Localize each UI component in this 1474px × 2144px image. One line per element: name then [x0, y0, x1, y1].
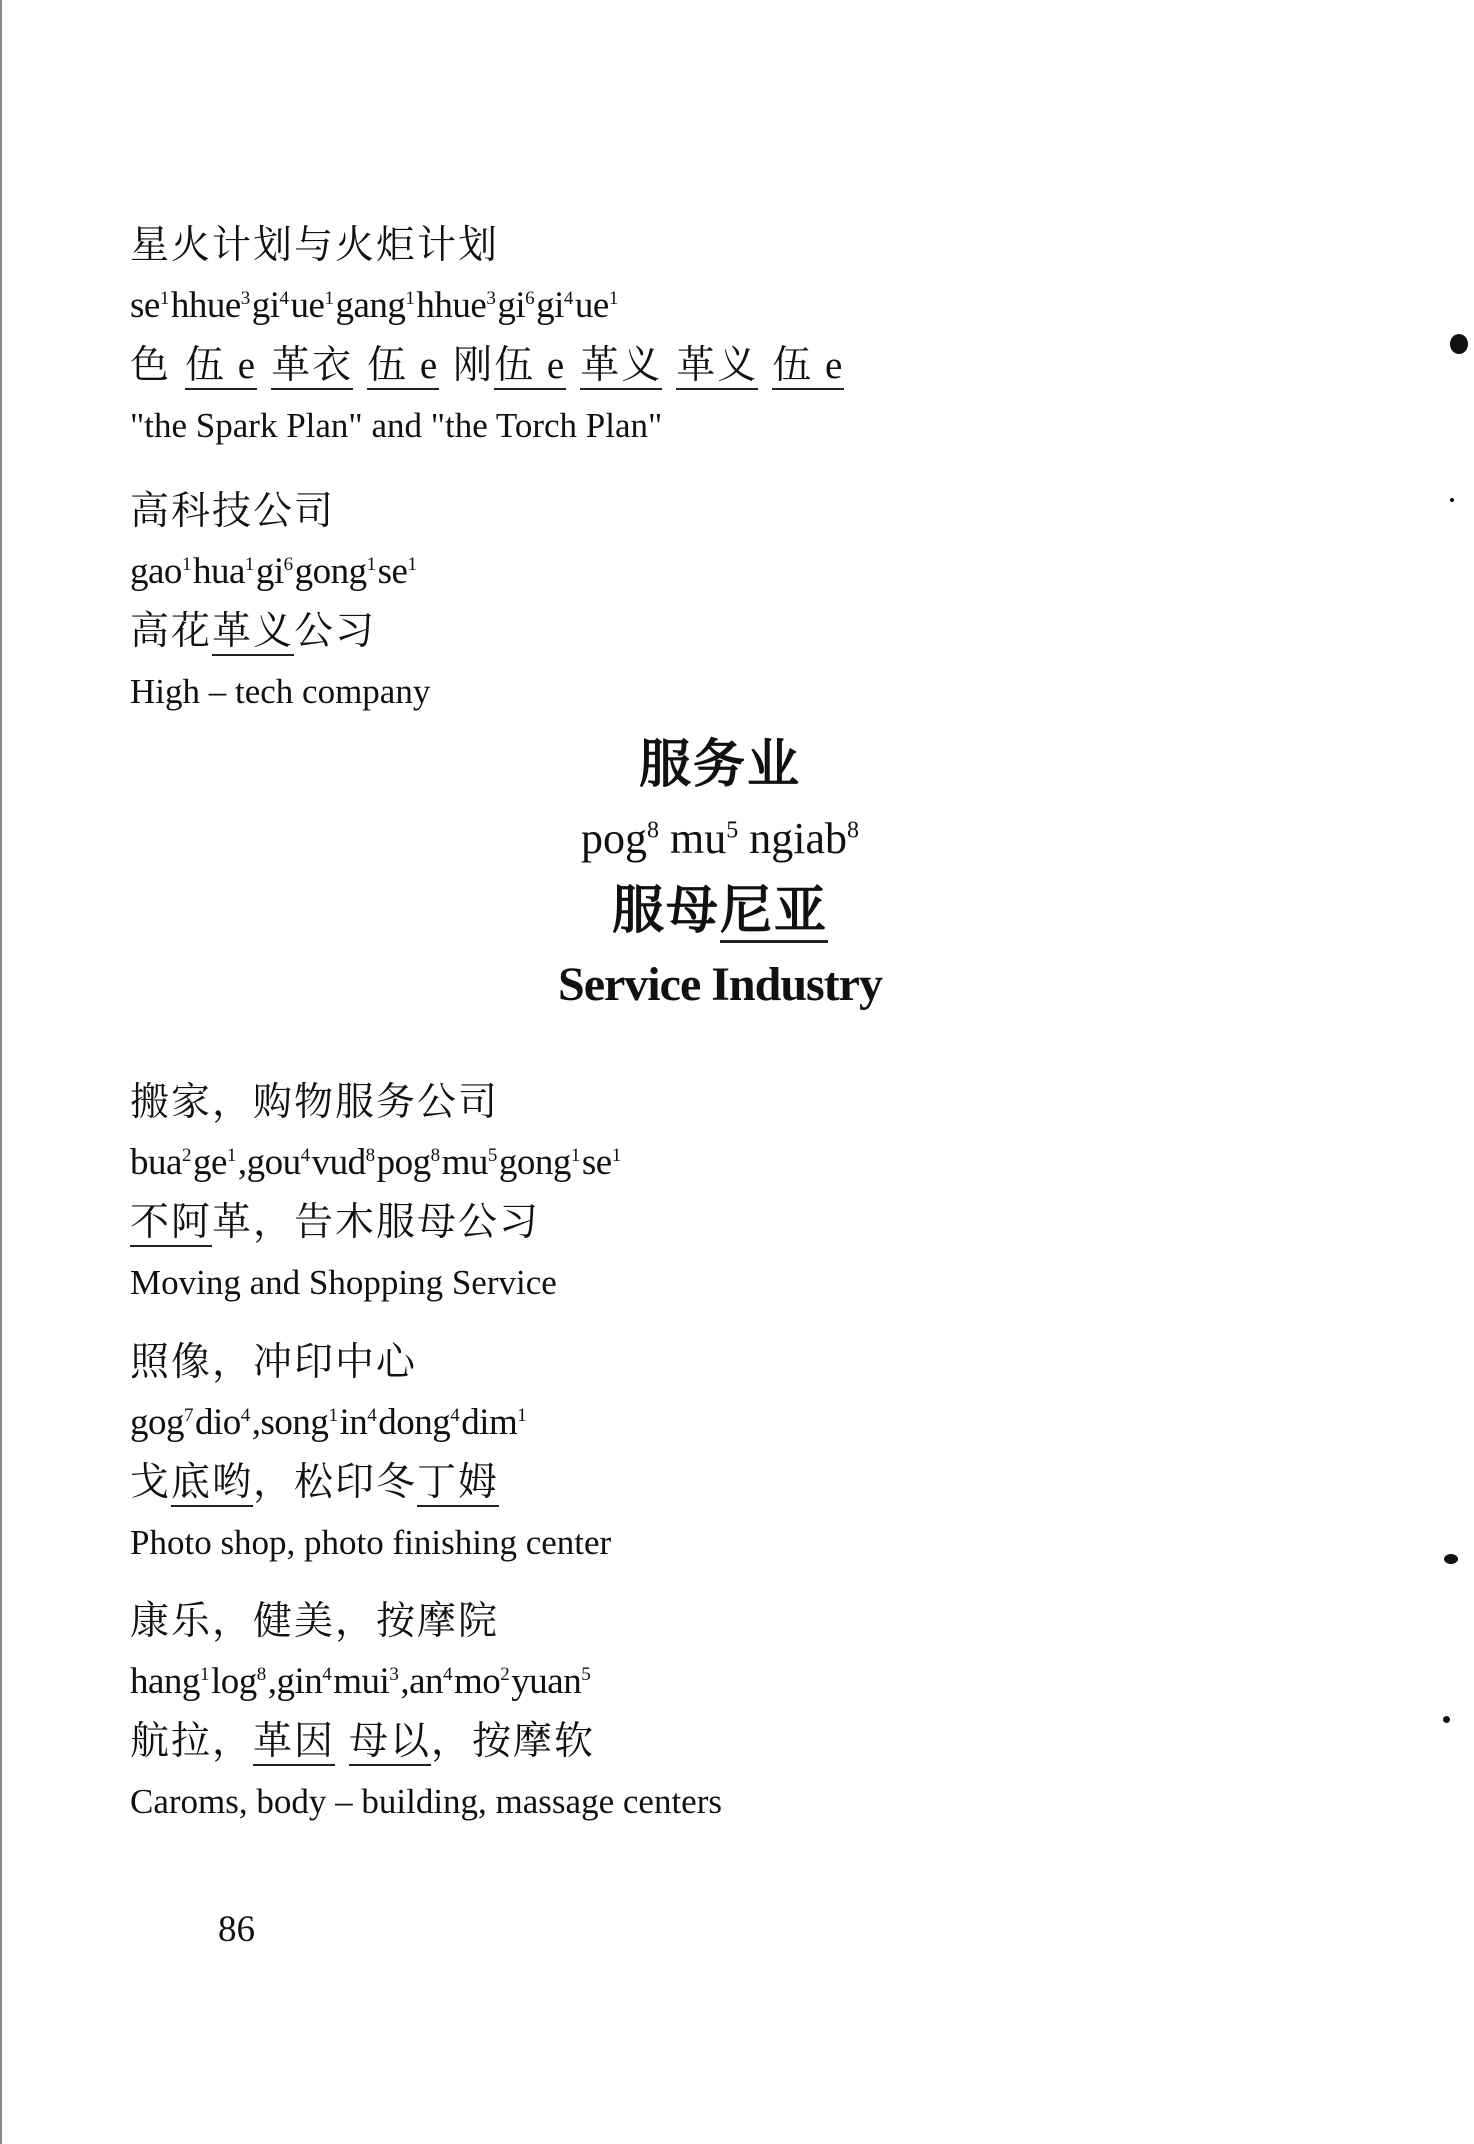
transcription-segment: 高花: [130, 610, 213, 653]
scan-speck: [1450, 498, 1454, 502]
chinese-term: 康乐，健美，按摩院: [130, 1600, 500, 1643]
section-title-chinese: 服务业: [638, 737, 801, 794]
syllable: $mo^2$: [454, 1661, 510, 1702]
transcription-segment-underlined: 母以: [349, 1720, 431, 1766]
syllable: $in^4$: [339, 1402, 377, 1443]
glossary-entry: [130, 1333, 611, 1573]
syllable: gog$^7$: [130, 1402, 193, 1443]
syllable: $gi^6$: [255, 551, 293, 592]
syllable: $mu^5$: [670, 814, 739, 863]
scan-speck: [1443, 1716, 1450, 1723]
transcription-segment: 公习: [294, 610, 377, 653]
transcription-segment-underlined: 伍 e: [367, 344, 439, 390]
transcription-line: [130, 1193, 623, 1253]
pinyin-line: [130, 1393, 611, 1453]
section-title-pinyin: [470, 804, 970, 874]
syllable: $\log^8$: [210, 1661, 266, 1702]
chinese-term: 搬家，购物服务公司: [130, 1081, 500, 1124]
syllable: dim$^1$: [461, 1402, 527, 1443]
syllable: $mu^5$: [441, 1142, 497, 1183]
syllable: $gi^6$: [497, 285, 535, 326]
english-translation: High – tech company: [130, 672, 431, 711]
chinese-term: 星火计划与火炬计划: [130, 224, 500, 267]
syllable: $ge^1$: [192, 1142, 236, 1183]
section-heading: [470, 728, 970, 1020]
english-translation: Caroms, body – building, massage centers: [130, 1782, 722, 1821]
transcription-segment: 刚: [453, 344, 495, 387]
transcription-segment-underlined: 底哟: [171, 1461, 253, 1507]
syllable: pog$^8$: [376, 1142, 440, 1183]
syllable: $gi^4$: [536, 285, 573, 326]
syllable: dong$^4$: [378, 1402, 460, 1443]
syllable: bua$^2$: [130, 1142, 191, 1183]
syllable: mui$^3$: [333, 1661, 399, 1702]
transcription-line: [130, 602, 430, 662]
syllable: hang$^1$: [130, 1661, 209, 1702]
page-number: 86: [218, 1909, 255, 1950]
transcription-line: [130, 1712, 722, 1772]
pinyin-line: [130, 1133, 623, 1193]
syllable: hua$^1$: [192, 551, 254, 592]
syllable: yuan$^5$: [511, 1661, 591, 1702]
transcription-segment-underlined: 伍 e: [494, 344, 566, 390]
chinese-term: 高科技公司: [130, 490, 336, 533]
section-title-english: Service Industry: [558, 958, 882, 1011]
syllable: gong$^1$: [294, 551, 376, 592]
syllable: $ue^1$: [574, 285, 618, 326]
syllable: ,gin$^4$: [267, 1661, 332, 1702]
transcription-segment-underlined: 革义: [676, 344, 758, 390]
transcription-segment-underlined: 尼亚: [720, 883, 828, 943]
transcription-segment-underlined: 伍 e: [185, 344, 257, 390]
transcription-segment: 色: [130, 344, 172, 387]
transcription-segment-underlined: 丁姆: [417, 1461, 499, 1507]
english-translation: Photo shop, photo finishing center: [130, 1523, 612, 1562]
transcription-segment-underlined: 革义: [212, 610, 294, 656]
syllable: hhue$^3$: [416, 285, 496, 326]
english-translation: "the Spark Plan" and "the Torch Plan": [130, 406, 663, 445]
transcription-segment-underlined: 革衣: [271, 344, 353, 390]
syllable: $se^1$: [581, 1142, 621, 1183]
page-edge-line: [0, 0, 2, 2144]
transcription-segment: ，松印冬: [253, 1461, 418, 1504]
transcription-segment: ，按摩软: [431, 1720, 596, 1763]
scan-speck: [1450, 334, 1468, 354]
syllable: $gi^4$: [251, 285, 289, 326]
transcription-segment-underlined: 革因: [253, 1720, 335, 1766]
transcription-segment: 戈: [130, 1461, 172, 1504]
english-translation: Moving and Shopping Service: [130, 1263, 557, 1302]
syllable: pog$^8$: [581, 814, 659, 863]
syllable: ,song$^1$: [251, 1402, 338, 1443]
syllable: $se^1$: [377, 551, 417, 592]
transcription-segment: 革，告木服母公习: [212, 1201, 541, 1244]
glossary-entry: [130, 1592, 722, 1832]
transcription-segment-underlined: 不阿: [130, 1201, 212, 1247]
transcription-segment-underlined: 革义: [580, 344, 662, 390]
syllable: ngiab$^8$: [749, 814, 859, 863]
glossary-entry: [130, 1073, 623, 1313]
glossary-entry: [130, 482, 430, 722]
pinyin-line: [130, 276, 844, 336]
transcription-segment-underlined: 伍 e: [772, 344, 844, 390]
section-title-transcription: [470, 874, 970, 950]
syllable: $ue^1$: [290, 285, 334, 326]
chinese-term: 照像，冲印中心: [130, 1341, 418, 1384]
scan-speck: [1444, 1554, 1458, 1564]
transcription-line: [130, 1453, 611, 1513]
syllable: gao$^1$: [130, 551, 191, 592]
syllable: dio$^4$: [195, 1402, 250, 1443]
transcription-line: [130, 336, 844, 396]
glossary-entry: [130, 216, 844, 456]
syllable: gang$^1$: [335, 285, 415, 326]
pinyin-line: [130, 542, 430, 602]
syllable: $se^1$: [130, 285, 169, 326]
syllable: hhue$^3$: [170, 285, 250, 326]
syllable: ,gou$^4$: [237, 1142, 310, 1183]
syllable: $,an^4$: [400, 1661, 452, 1702]
syllable: gong$^1$: [498, 1142, 580, 1183]
transcription-segment: 服母: [611, 883, 720, 940]
syllable: vud$^8$: [311, 1142, 375, 1183]
pinyin-line: [130, 1652, 722, 1712]
transcription-segment: 航拉，: [130, 1720, 254, 1763]
